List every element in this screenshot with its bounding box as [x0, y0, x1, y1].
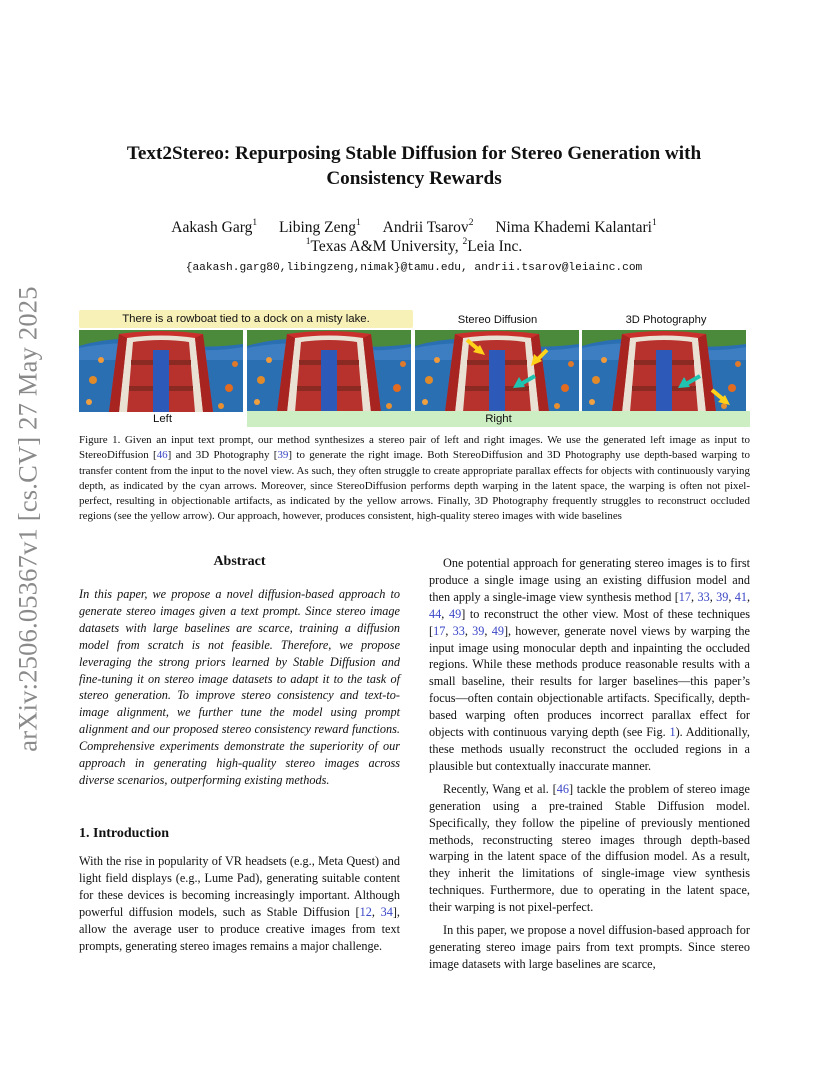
citation-link[interactable]: 49 [448, 606, 462, 621]
citation-link[interactable]: 41 [734, 589, 747, 604]
left-image [79, 330, 243, 412]
title-line-2: Consistency Rewards [326, 168, 502, 189]
prompt-box: There is a rowboat tied to a dock on a misty lake. [79, 310, 413, 328]
citation-link[interactable]: 44 [429, 606, 442, 621]
author-emails: {aakash.garg80,libingzeng,nimak}@tamu.edu, andrii.tsarov@leiainc.com [185, 262, 643, 274]
figure-link[interactable]: 1 [669, 725, 676, 740]
author: Nima Khademi Kalantari$^1$ [495, 218, 657, 237]
citation-link[interactable]: 34 [380, 904, 393, 919]
author: Andrii Tsarov$^2$ [382, 218, 474, 237]
figure-caption: Figure 1. Given an input text prompt, our method synthesizes a stereo pair of left and right images. We use the generated left image as input to StereoDiffusion [46] and 3D Photography [39] to generate the right image. Both StereoDiffusion and 3D Photography use depth-based warping to transfer content from the input to the novel view. As such, they often struggle to create appropriate parallax effects for objects with continuously varying depth, as indicated by the cyan arrows. Moreover, since StereoDiffusion performs depth warping in the latent space, the warping is often not pixel-perfect, resulting in objectionable artifacts, as indicated by the yellow arrows. Finally, 3D Photography frequently struggles to reconstruct occluded regions (see the yellow arrow). Our approach, however, produces consistent, high-quality stereo images with wide baselines [79, 434, 750, 523]
label-left: Left [153, 413, 172, 425]
abstract-heading: Abstract [213, 554, 266, 569]
citation-link[interactable]: 17 [433, 623, 446, 638]
label-right: Right [247, 411, 750, 427]
paragraph: One potential approach for generating stereo images is to first produce a single image using an existing diffusion model and then apply a single-image view synthesis method [17, 33, 39, 41, 44, 49] to reconstruct the other view. Most of these techniques [17, 33, 39, 49], however, generate novel views by warping the input image using monocular depth and inpainting the occluded regions. While these methods produce reasonable results with a small baseline, their results for larger baselines—this paper’s focus—often contain objectionable artifacts. Specifically, depth-based warping often produces incorrect parallax effect for objects with continuous varying depth (see Fig. 1). Additionally, these methods usually reconstruct the occluded regions in a plausible but contextually inaccurate manner. [429, 556, 751, 773]
citation-link[interactable]: 46 [156, 449, 168, 462]
right-image-3d-photography [582, 330, 746, 412]
right-image-ours [247, 330, 411, 412]
author-list [0, 219, 828, 237]
citation-link[interactable]: 46 [556, 781, 569, 796]
citation-link[interactable]: 39 [716, 589, 729, 604]
citation-link[interactable]: 17 [678, 589, 692, 604]
right-column [429, 555, 750, 979]
citation-link[interactable]: 12 [359, 904, 372, 919]
abstract-text: In this paper, we propose a novel diffusion-based approach to generate stereo images given a text prompt. Since stereo image datasets with large baselines are scarce, training a diffusion model from scratch is not feasible. Therefore, we propose leveraging the strong priors learned by Stable Diffusion and fine-tuning it on stereo image datasets to adapt it to the task of stereo generation. To improve stereo consistency and text-to-image alignment, we further tune the model using prompt alignment and our proposed stereo consistency reward functions. Comprehensive experiments demonstrate the superiority of our approach in generating high-quality stereo images across diverse scenarios, outperforming existing methods. [79, 587, 400, 787]
author: Libing Zeng$^1$ [278, 218, 361, 237]
affiliations: $^1$Texas A&M University, $^2$Leia Inc. [305, 237, 523, 256]
citation-link[interactable]: 33 [452, 623, 465, 638]
paper-title [0, 141, 828, 191]
label-3d-photography: 3D Photography [625, 314, 707, 326]
section-heading: 1. Introduction [79, 826, 169, 841]
paragraph: Recently, Wang et al. [46] tackle the problem of stereo image generation using a pre-trained Stable Diffusion model. Specifically, they follow the pipeline of previously mentioned methods, reconstructing stereo images through depth-based warping in the latent space of the diffusion model. As a result, they inherit the limitations of single-image view synthesis techniques. Furthermore, due to operating in the latent space, their warping is not pixel-perfect. [429, 781, 750, 915]
title-line-1: Text2Stereo: Repurposing Stable Diffusion for Stereo Generation with [126, 143, 702, 164]
intro-paragraph: With the rise in popularity of VR headsets (e.g., Meta Quest) and light field displays (e.g., Lume Pad), generating suitable content for these devices is becoming increasingly important. Although powerful diffusion models, such as Stable Diffusion [12, 34], allow the average user to produce creative images from text prompts, generating stereo images remains a major challenge. [79, 854, 400, 953]
arxiv-id: arXiv:2506.05367v1 [cs.CV] 27 May 2025 [12, 285, 43, 752]
label-stereo-diffusion: Stereo Diffusion [457, 314, 538, 326]
paragraph: In this paper, we propose a novel diffusion-based approach for generating stereo image pairs from text prompts. Since stereo image datasets with large baselines are scarce, [429, 923, 750, 971]
arxiv-watermark [6, 276, 50, 761]
citation-link[interactable]: 39 [277, 449, 289, 462]
citation-link[interactable]: 33 [697, 589, 710, 604]
citation-link[interactable]: 39 [472, 623, 485, 638]
right-image-stereo-diffusion [415, 330, 579, 412]
citation-link[interactable]: 49 [491, 623, 504, 638]
author: Aakash Garg$^1$ [171, 218, 258, 237]
